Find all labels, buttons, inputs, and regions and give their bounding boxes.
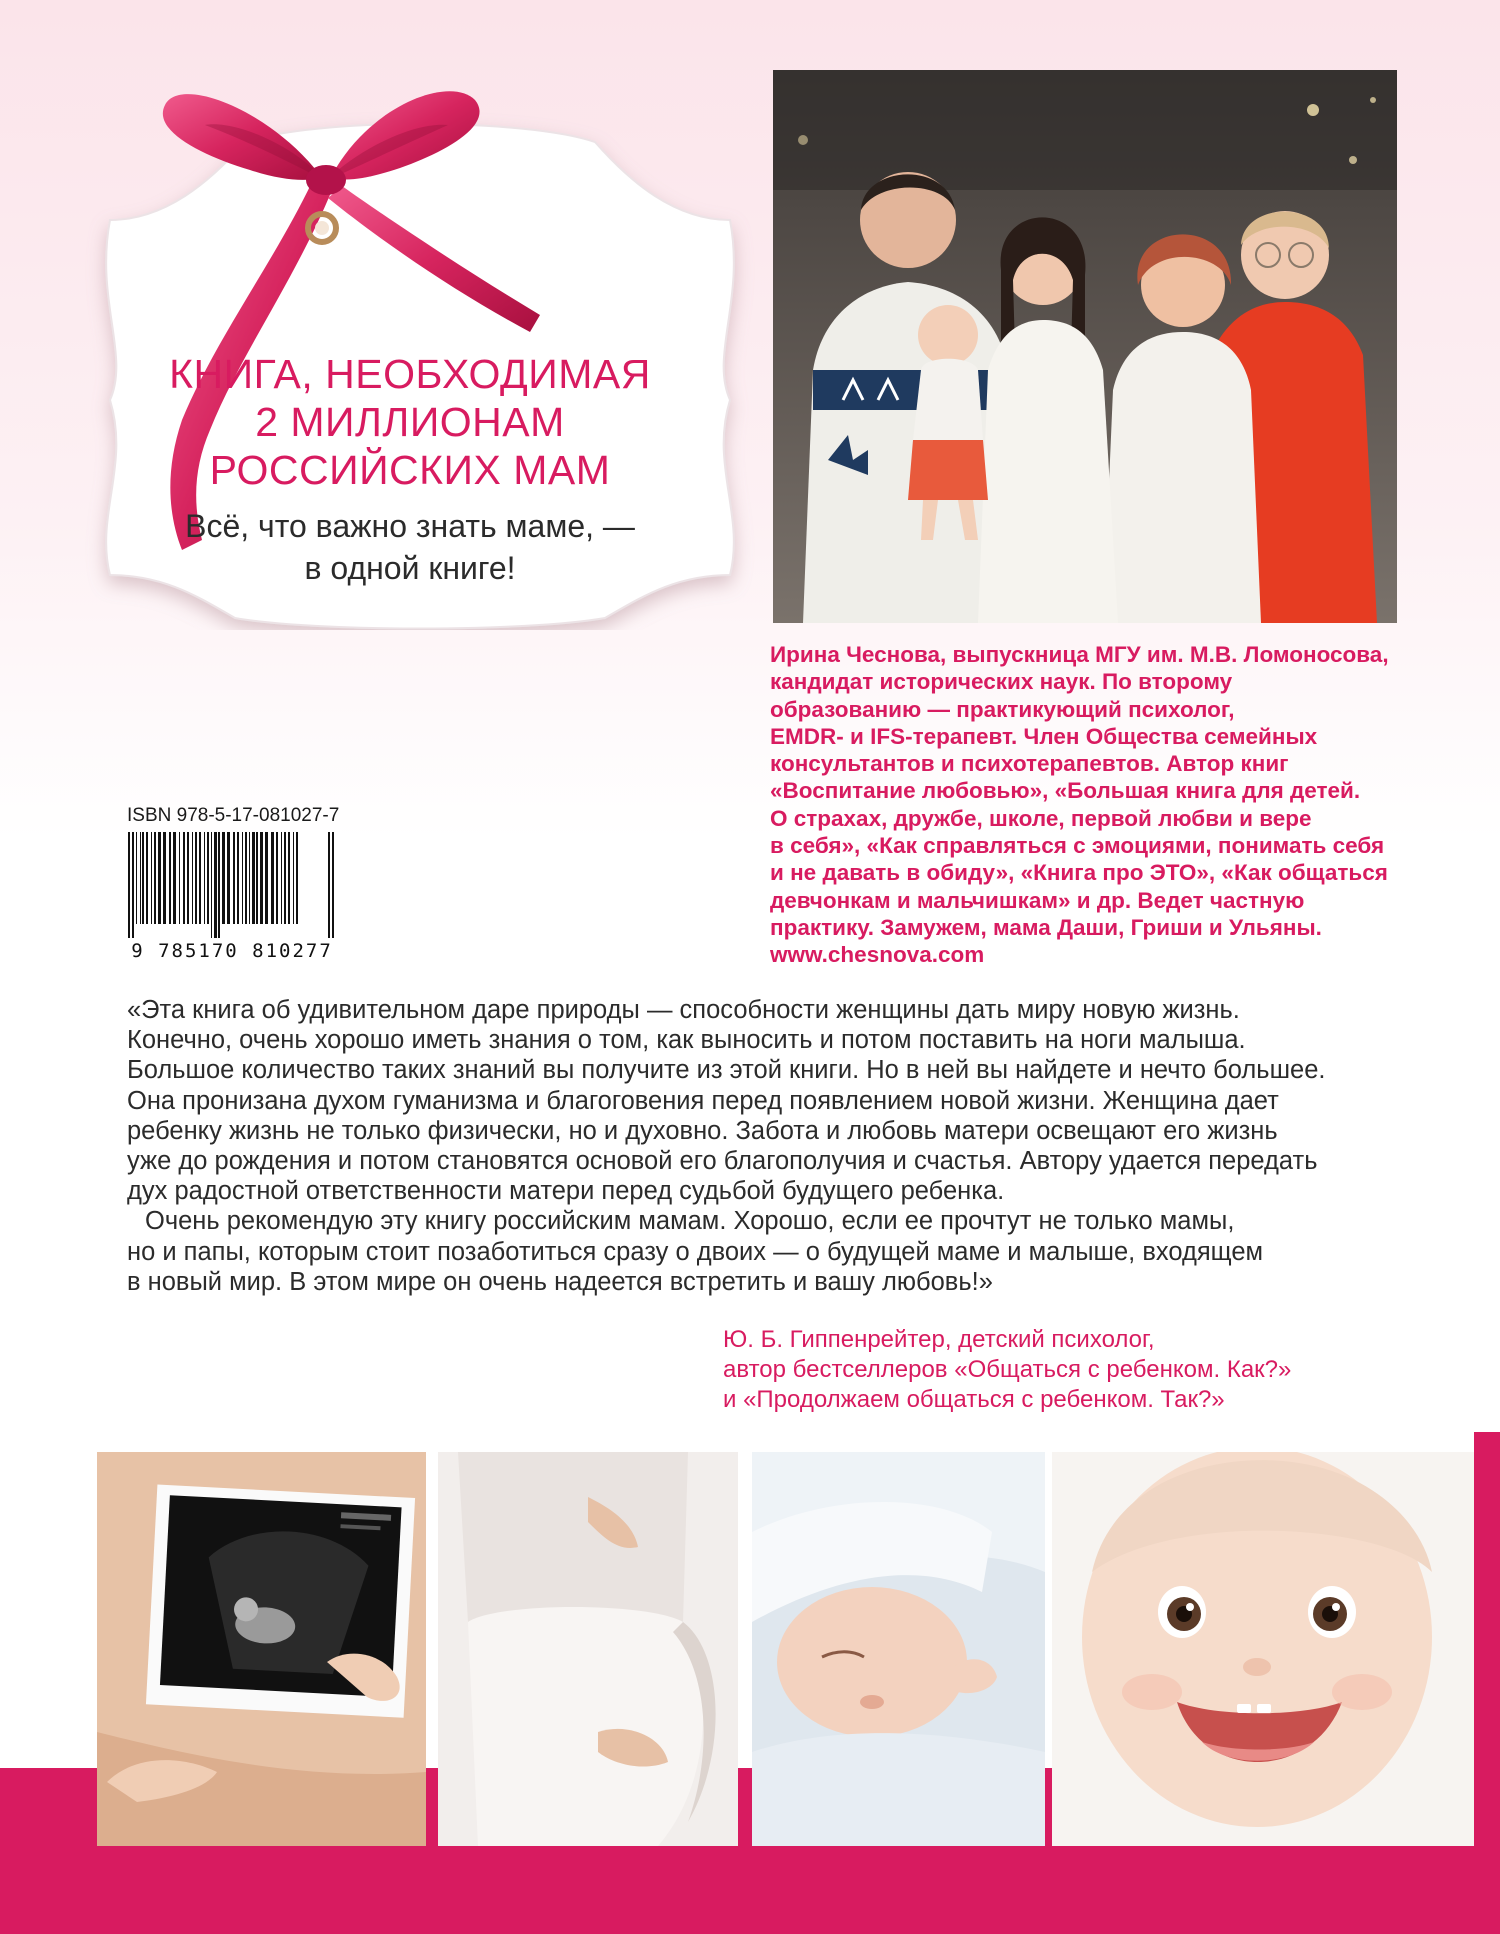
tag-headline-line: 2 МИЛЛИОНАМ [255,399,565,445]
attribution-line: автор бестселлеров «Общаться с ребенком. Как?» [723,1356,1292,1383]
barcode-bar [183,832,185,924]
barcode-bar [256,832,258,924]
tag-headline-line: РОССИЙСКИХ МАМ [209,447,611,493]
pregnant-belly-photo [438,1452,738,1846]
barcode-bar [218,832,220,938]
barcode-bar [199,832,201,924]
isbn-label: ISBN 978-5-17-081027-7 [127,805,340,826]
barcode-bar [211,832,212,938]
barcode-bar [214,832,217,938]
ultrasound-illustration [97,1452,426,1846]
barcode-bar [249,832,250,924]
quote-line: «Эта книга об удивительном даре природы — способности женщины дать миру новую жизнь. [127,996,1240,1024]
barcode-bar [154,832,156,924]
barcode-bar [136,832,137,924]
barcode-bar [252,832,255,924]
quote-line: Конечно, очень хорошо иметь знания о том, как выносить и потом поставить на ноги малыша. [127,1026,1246,1055]
barcode-bar [227,832,230,924]
barcode-bar [296,832,298,924]
barcode-bar [142,832,144,924]
barcode-bar [173,832,176,924]
quote-attribution [723,1325,1423,1415]
barcode-bar [284,832,286,924]
barcode-bar [276,832,278,924]
attribution-line: и «Продолжаем общаться с ребенком. Так?» [723,1386,1225,1413]
barcode-bar [207,832,209,924]
barcode-bar [195,832,197,924]
quote-line: ребенку жизнь не только физически, но и духовно. Забота и любовь матери освещают его жизнь [127,1116,1278,1145]
barcode-bar [222,832,225,924]
barcode-bar [293,832,294,924]
barcode-bar [265,832,268,924]
barcode-bar [146,832,148,924]
barcode-bar [140,832,141,924]
ribbon-knot [306,165,346,195]
barcode-bar [245,832,247,924]
barcode-bar [192,832,193,924]
author-bio-line: образованию — практикующий психолог, [770,696,1235,722]
author-bio [770,641,1430,969]
author-family-photo [773,70,1397,623]
newborn-illustration [752,1452,1045,1846]
barcode-bar [237,832,239,924]
author-bio-line: Ирина Чеснова, выпускница МГУ им. М.В. Ломоносова, [770,642,1389,667]
barcode-bar [281,832,282,924]
barcode-bar [242,832,243,924]
barcode-bar [187,832,189,924]
pregnant-belly-illustration [438,1452,738,1846]
quote-line: но и папы, которым стоит позаботиться сразу о двоих — о будущей маме и малыше, входящем [127,1237,1264,1266]
barcode-bar [204,832,205,924]
author-bio-line: консультантов и психотерапевтов. Автор книг [770,751,1289,777]
barcode-digits: 9 785170 810277 [122,940,342,962]
barcode-bar [158,832,161,924]
author-bio-line: в себя», «Как справляться с эмоциями, понимать себя [770,833,1385,859]
barcode-bar [260,832,263,924]
barcode-bar [332,832,334,938]
tag-subtitle [150,505,670,589]
barcode-bar [288,832,290,924]
barcode-bar [328,832,330,938]
quote-line: Очень рекомендую эту книгу российским мамам. Хорошо, если ее прочтут не только мамы, [145,1207,1235,1236]
barcode-bar [132,832,134,938]
barcode-bars [122,830,342,940]
barcode-bar [233,832,235,924]
quote-line: Она пронизана духом гуманизма и благоговения перед появлением новой жизни. Женщина дает [127,1086,1279,1115]
newborn-photo [752,1452,1045,1846]
barcode-bar [163,832,166,924]
smiling-baby-illustration [1052,1452,1474,1846]
barcode-bar [128,832,130,938]
attribution-line: Ю. Б. Гиппенрейтер, детский психолог, [723,1326,1155,1353]
author-bio-line: «Воспитание любовью», «Большая книга для детей. [770,778,1361,804]
author-bio-line: и не давать в обиду», «Книга про ЭТО», «Как общаться [770,860,1388,886]
family-photo-illustration [773,70,1397,623]
author-bio-line: практику. Замужем, мама Даши, Гриши и Ульяны. [770,914,1322,940]
smiling-baby-photo [1052,1452,1474,1846]
right-pink-edge [1474,1432,1500,1772]
tag-headline-line: КНИГА, НЕОБХОДИМАЯ [169,351,651,397]
author-bio-line: девчонкам и мальчишкам» и др. Ведет частную [770,887,1305,913]
barcode-bar [169,832,171,924]
quote-line: дух радостной ответственности матери перед судьбой будущего ребенка. [127,1177,1005,1206]
quote-line: в новый мир. В этом мире он очень надеется встретить и вашу любовь!» [127,1267,993,1296]
tag-subtitle-line: в одной книге! [304,550,516,586]
author-website-link[interactable]: www.chesnova.com [770,942,985,968]
tag-subtitle-line: Всё, что важно знать маме, — [185,508,635,544]
ultrasound-photo [97,1452,426,1846]
barcode-bar [271,832,274,924]
author-bio-line: кандидат исторических наук. По второму [770,669,1233,695]
quote-line: уже до рождения и потом становятся основой его благополучия и счастья. Автору удается передать [127,1147,1318,1176]
quote-line: Большое количество таких знаний вы получите из этой книги. Но в ней вы найдете и нечто большее. [127,1056,1326,1085]
barcode-bar [151,832,152,924]
review-quote [127,995,1417,1297]
author-bio-line: EMDR- и IFS-терапевт. Член Общества семейных [770,723,1318,749]
barcode-bar [179,832,180,924]
author-bio-line: О страхах, дружбе, школе, первой любви и вере [770,805,1312,831]
tag-headline [150,350,670,494]
